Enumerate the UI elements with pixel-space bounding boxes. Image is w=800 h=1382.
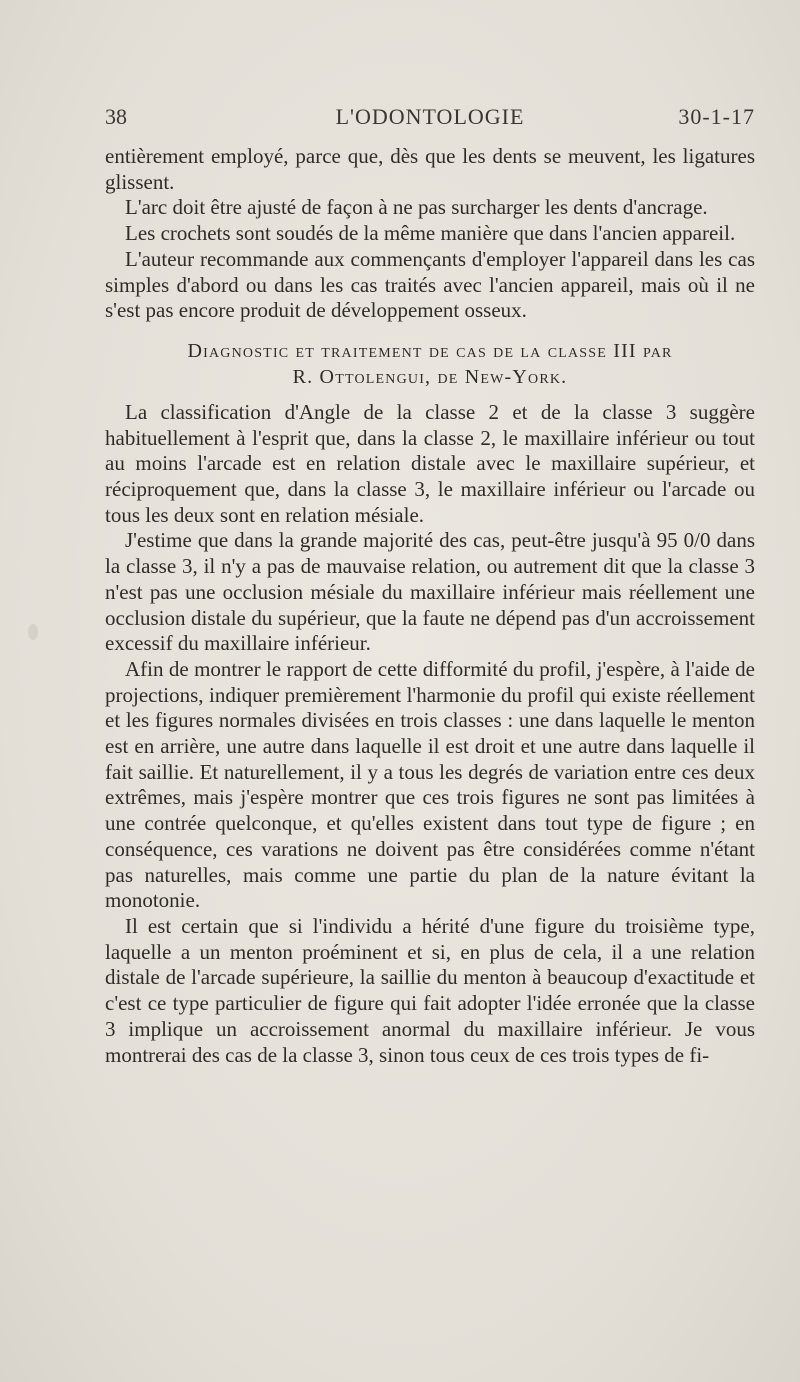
paragraph: L'arc doit être ajusté de façon à ne pas surcharger les dents d'ancrage. [125, 195, 708, 220]
paragraph: L'auteur recommande aux commençants d'employer l'appareil dans les cas simples d'abord ou dans les cas traités avec l'ancien appareil, mais où il ne s'est pas encore produit de développement osseux. [105, 246, 755, 323]
paragraph: entièrement employé, parce que, dès que les dents se meuvent, les ligatures glissent. [105, 144, 755, 194]
section-heading [105, 338, 755, 390]
body-text [105, 144, 755, 1068]
paragraph: J'estime que dans la grande majorité des cas, peut-être jusqu'à 95 0/0 dans la classe 3, il n'y a pas de mauvaise relation, ou autrement dit que la classe 3 n'est pas une occlusion mésiale du maxillaire inférieur mais réellement une occlusion distale du supérieur, que la faute ne dépend pas d'un accroissement excessif du maxillaire inférieur. [105, 528, 755, 656]
paragraph: Les crochets sont soudés de la même manière que dans l'ancien appareil. [125, 221, 736, 246]
paragraph: Afin de montrer le rapport de cette difformité du profil, j'espère, à l'aide de projections, indiquer premièrement l'harmonie du profil qui existe réellement et les figures normales divisées en trois classes : une dans laquelle le menton est en arrière, une autre dans laquelle il est droit et une autre dans laquelle il fait saillie. Et naturellement, il y a tous les degrés de variation entre ces deux extrêmes, mais j'espère montrer que ces trois figures ne sont pas limitées à une contrée quelconque, et qu'elles existent dans tout type de figure ; en conséquence, ces varations ne doivent pas être considérées comme n'étant pas naturelles, mais comme une partie du plan de la nature évitant la monotonie. [105, 656, 755, 913]
issue-date: 30-1-17 [678, 104, 755, 129]
running-title: L'ODONTOLOGIE [335, 104, 525, 129]
section-heading-line-2: R. Ottolengui, de New-York. [292, 365, 568, 388]
section-heading-line-1: Diagnostic et traitement de cas de la classe III par [187, 339, 673, 362]
page-number: 38 [105, 104, 127, 129]
paper-smudge [28, 624, 38, 640]
paragraph: La classification d'Angle de la classe 2 et de la classe 3 suggère habituellement à l'esprit que, dans la classe 2, le maxillaire inférieur ou tout au moins l'arcade est en relation distale avec le maxillaire supérieur, et réciproquement que, dans la classe 3, le maxillaire inférieur ou l'arcade ou tous les deux sont en relation mésiale. [105, 399, 755, 527]
paragraph: Il est certain que si l'individu a hérité d'une figure du troisième type, laquelle a un menton proéminent et si, en plus de cela, il a une relation distale de l'arcade supérieure, la saillie du menton à beaucoup d'exactitude et c'est ce type particulier de figure qui fait adopter l'idée erronée que la classe 3 implique un accroissement anormal du maxillaire inférieur. Je vous montrerai des cas de la classe 3, sinon tous ceux de ces trois types de fi- [105, 913, 755, 1067]
running-header [105, 104, 755, 136]
